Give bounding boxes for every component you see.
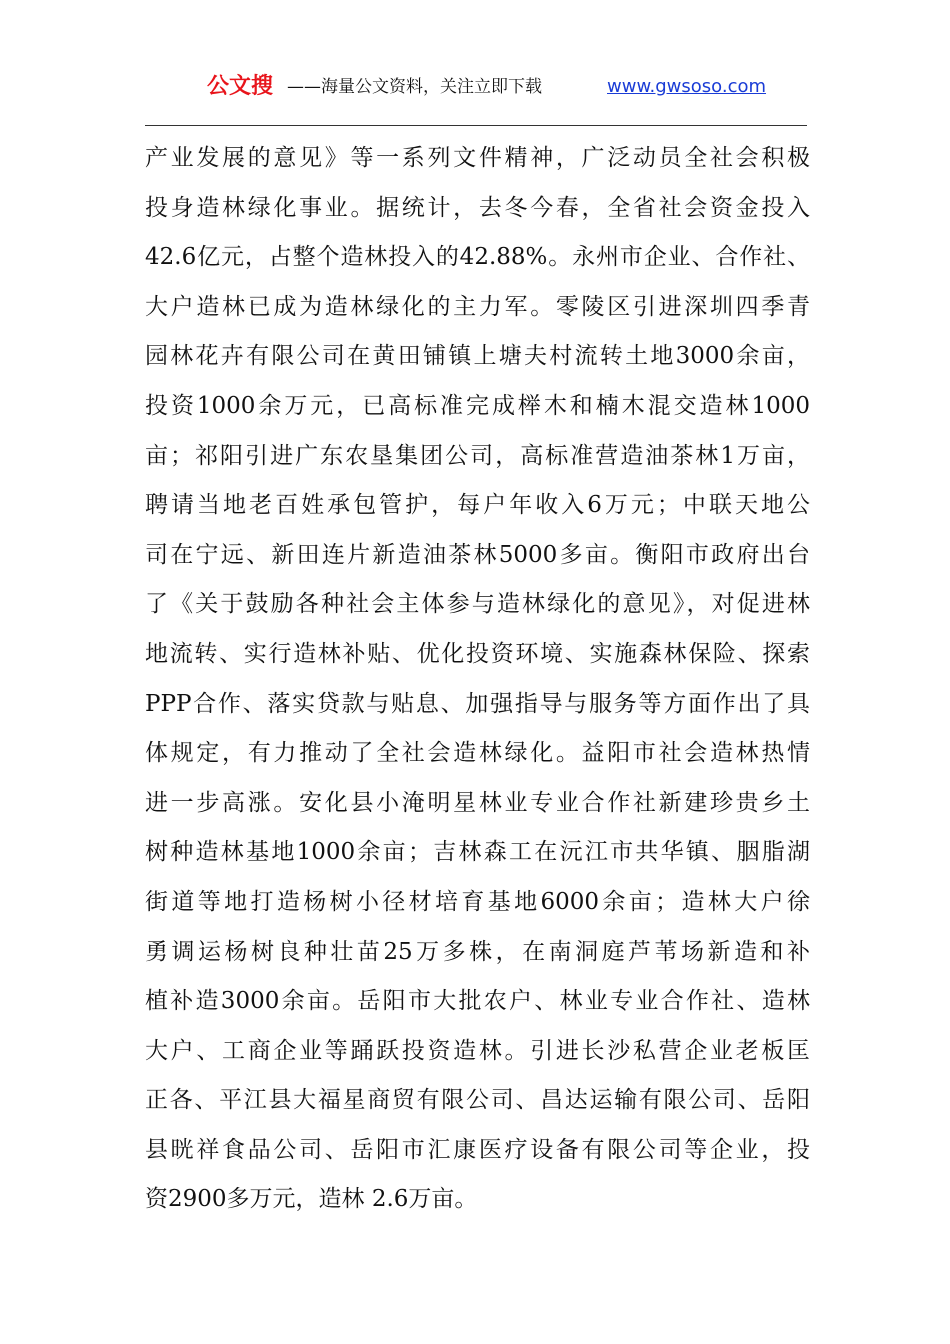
body-line-last: 资2900多万元，造林 2.6万亩。 <box>145 1186 478 1213</box>
header-tagline: ——海量公文资料，关注立即下载 <box>287 77 542 97</box>
body-line: 地流转、实行造林补贴、优化投资环境、实施森林保险、探索 <box>145 640 810 667</box>
body-line: 投身造林绿化事业。据统计，去冬今春，全省社会资金投入 <box>145 194 810 221</box>
document-body <box>145 134 810 1225</box>
body-line: 司在宁远、新田连片新造油茶林5000多亩。衡阳市政府出台 <box>145 541 810 568</box>
page-header <box>0 72 950 102</box>
body-line: 聘请当地老百姓承包管护，每户年收入6万元；中联天地公 <box>145 492 810 519</box>
body-line: 投资1000余万元，已高标准完成榉木和楠木混交造林1000 <box>145 392 810 419</box>
body-line: 街道等地打造杨树小径材培育基地6000余亩；造林大户徐 <box>145 888 810 915</box>
body-line: 园林花卉有限公司在黄田铺镇上塘夫村流转土地3000余亩， <box>145 343 810 370</box>
body-line: 大户、工商企业等踊跃投资造林。引进长沙私营企业老板匡 <box>145 1037 810 1064</box>
body-line: 树种造林基地1000余亩；吉林森工在沅江市共华镇、胭脂湖 <box>145 839 810 866</box>
body-line: 大户造林已成为造林绿化的主力军。零陵区引进深圳四季青 <box>145 293 810 320</box>
body-line: 产业发展的意见》等一系列文件精神，广泛动员全社会积极 <box>145 145 810 171</box>
body-line: 42.6亿元，占整个造林投入的42.88%。永州市企业、合作社、 <box>145 244 810 271</box>
brand-logo-text[interactable]: 公文搜 <box>207 74 274 99</box>
body-line: PPP合作、落实贷款与贴息、加强指导与服务等方面作出了具 <box>145 690 810 717</box>
website-link[interactable]: www.gwsoso.com <box>607 76 767 97</box>
body-line: 植补造3000余亩。岳阳市大批农户、林业专业合作社、造林 <box>145 988 810 1015</box>
body-line: 勇调运杨树良种壮苗25万多株，在南洞庭芦苇场新造和补 <box>145 938 810 965</box>
body-line: 正各、平江县大福星商贸有限公司、昌达运输有限公司、岳阳 <box>145 1087 810 1114</box>
body-line: 体规定，有力推动了全社会造林绿化。益阳市社会造林热情 <box>145 740 810 767</box>
header-divider <box>145 125 807 126</box>
body-line: 县晄祥食品公司、岳阳市汇康医疗设备有限公司等企业，投 <box>145 1136 810 1163</box>
body-line: 亩；祁阳引进广东农垦集团公司，高标准营造油茶林1万亩， <box>145 442 810 469</box>
body-line: 了《关于鼓励各种社会主体参与造林绿化的意见》，对促进林 <box>145 591 810 618</box>
body-line: 进一步高涨。安化县小淹明星林业专业合作社新建珍贵乡土 <box>145 789 810 816</box>
